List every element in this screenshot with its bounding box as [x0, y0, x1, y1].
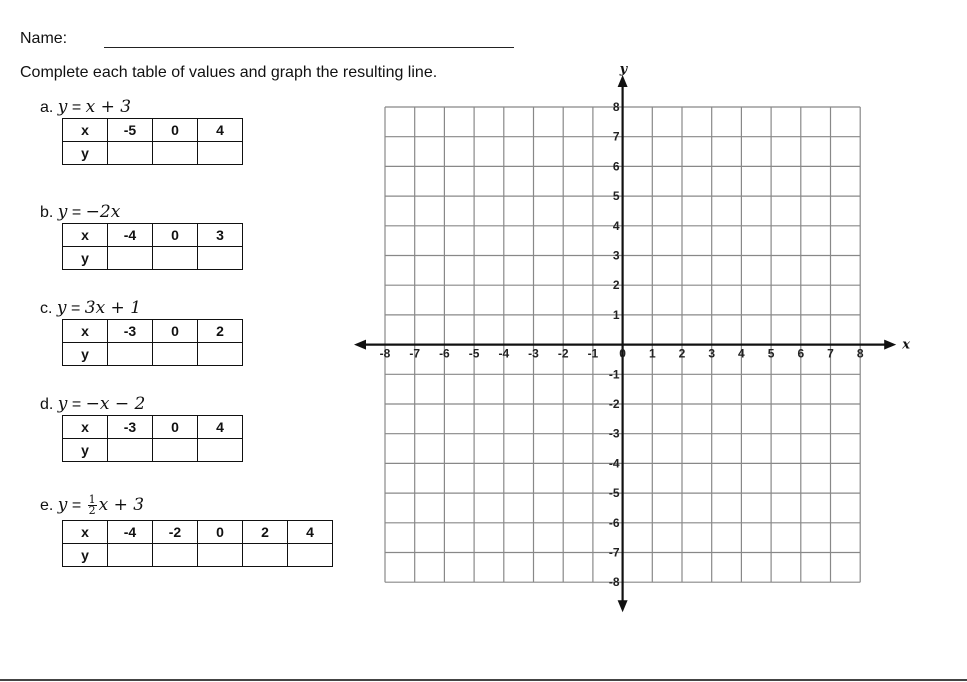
y-answer-cell[interactable]	[198, 439, 243, 462]
x-axis-label: x	[902, 337, 910, 353]
y-tick-label: 3	[612, 248, 620, 263]
equation-e: e. y = $\frac{1}{2}$ x + 3	[40, 493, 145, 518]
fraction: $\frac{1}{2}$	[88, 493, 96, 518]
x-tick-label: -7	[409, 346, 421, 361]
problem-d	[40, 393, 243, 462]
table-of-values-d	[62, 415, 243, 462]
problem-b	[40, 201, 243, 270]
y-answer-cell[interactable]	[198, 247, 243, 270]
table-row-y	[63, 142, 243, 165]
x-tick-label: -4	[498, 346, 510, 361]
y-tick-label: -4	[608, 456, 620, 471]
y-tick-label: 2	[612, 278, 620, 293]
x-tick-label: -5	[468, 346, 480, 361]
x-value: -5	[108, 119, 153, 142]
x-header: x	[63, 416, 108, 439]
table-row-x	[63, 521, 333, 544]
x-tick-label: 4	[738, 346, 745, 361]
y-answer-cell[interactable]	[108, 544, 153, 567]
x-value: -2	[153, 521, 198, 544]
y-tick-label: 8	[612, 100, 620, 114]
y-answer-cell[interactable]	[153, 142, 198, 165]
problem-e	[40, 490, 333, 567]
y-tick-label: -6	[608, 515, 620, 530]
x-tick-label: 0	[619, 346, 626, 361]
x-tick-label: 2	[678, 346, 686, 361]
table-row-y	[63, 343, 243, 366]
x-value: 2	[243, 521, 288, 544]
x-value: -4	[108, 521, 153, 544]
y-answer-cell[interactable]	[108, 142, 153, 165]
y-tick-label: -3	[608, 426, 620, 441]
x-value: 0	[153, 416, 198, 439]
x-tick-label: -1	[587, 346, 599, 361]
x-value: 0	[153, 320, 198, 343]
x-tick-label: 5	[767, 346, 775, 361]
table-row-y	[63, 544, 333, 567]
y-header: y	[63, 544, 108, 567]
y-answer-cell[interactable]	[153, 247, 198, 270]
table-row-x	[63, 224, 243, 247]
y-tick-label: -8	[608, 575, 620, 590]
table-row-x	[63, 119, 243, 142]
y-answer-cell[interactable]	[153, 439, 198, 462]
x-tick-label: 3	[708, 346, 716, 361]
x-value: 3	[198, 224, 243, 247]
y-tick-label: -2	[608, 397, 620, 411]
x-tick-label: -8	[379, 346, 391, 361]
x-tick-label: 7	[827, 346, 834, 361]
y-answer-cell[interactable]	[108, 439, 153, 462]
y-answer-cell[interactable]	[153, 544, 198, 567]
y-answer-cell[interactable]	[198, 142, 243, 165]
x-tick-label: -2	[557, 346, 569, 361]
y-tick-label: 6	[612, 159, 620, 174]
y-answer-cell[interactable]	[153, 343, 198, 366]
instructions: Complete each table of values and graph the resulting line.	[20, 64, 438, 81]
x-value: 0	[153, 119, 198, 142]
x-value: -4	[108, 224, 153, 247]
table-of-values-e	[62, 520, 333, 567]
x-axis-arrow-right	[884, 340, 896, 350]
table-row-y	[63, 439, 243, 462]
x-header: x	[63, 521, 108, 544]
y-tick-label: -1	[608, 367, 620, 382]
problem-c	[40, 297, 243, 366]
y-tick-label: 7	[612, 129, 620, 144]
y-answer-cell[interactable]	[243, 544, 288, 567]
y-axis-arrow-down	[618, 600, 628, 612]
equation-d: d. y = −x − 2	[40, 394, 146, 414]
equation-b: b. y = −2x	[40, 202, 121, 222]
y-header: y	[63, 247, 108, 270]
y-answer-cell[interactable]	[198, 343, 243, 366]
y-header: y	[63, 142, 108, 165]
x-value: 4	[288, 521, 333, 544]
table-row-x	[63, 320, 243, 343]
coordinate-plane[interactable]	[350, 62, 920, 622]
table-row-x	[63, 416, 243, 439]
y-axis-label: y	[619, 62, 628, 77]
y-header: y	[63, 343, 108, 366]
x-value: 4	[198, 119, 243, 142]
x-value: 0	[153, 224, 198, 247]
x-tick-label: 1	[648, 346, 656, 361]
x-value: 4	[198, 416, 243, 439]
equation-c: c. y = 3x + 1	[40, 298, 142, 318]
x-value: -3	[108, 320, 153, 343]
x-value: -3	[108, 416, 153, 439]
x-tick-label: 6	[797, 346, 805, 361]
y-answer-cell[interactable]	[288, 544, 333, 567]
y-answer-cell[interactable]	[108, 247, 153, 270]
x-tick-label: -3	[528, 346, 539, 361]
x-header: x	[63, 119, 108, 142]
problem-a	[40, 96, 243, 165]
x-header: x	[63, 320, 108, 343]
x-value: 2	[198, 320, 243, 343]
table-row-y	[63, 247, 243, 270]
y-answer-cell[interactable]	[108, 343, 153, 366]
y-tick-label: 1	[612, 307, 620, 322]
equation-a: a. y = x + 3	[40, 97, 132, 117]
y-tick-label: -5	[608, 486, 620, 501]
name-label: Name:	[20, 30, 68, 47]
page-bottom-rule	[0, 679, 967, 681]
x-axis-arrow-left	[354, 340, 366, 350]
y-answer-cell[interactable]	[198, 544, 243, 567]
y-header: y	[63, 439, 108, 462]
x-header: x	[63, 224, 108, 247]
y-tick-label: 4	[612, 218, 620, 233]
table-of-values-b	[62, 223, 243, 270]
table-of-values-c	[62, 319, 243, 366]
table-of-values-a	[62, 118, 243, 165]
x-tick-label: 8	[856, 346, 864, 361]
x-value: 0	[198, 521, 243, 544]
y-tick-label: 5	[612, 189, 620, 204]
name-input-line[interactable]	[104, 47, 514, 48]
x-tick-label: -6	[439, 346, 450, 361]
y-tick-label: -7	[608, 545, 620, 560]
